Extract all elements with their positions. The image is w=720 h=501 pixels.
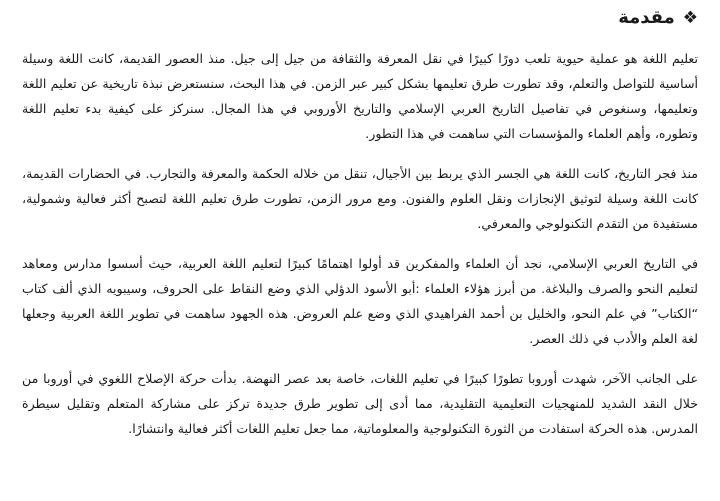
section-title: مقدمة — [618, 7, 675, 28]
four-diamond-ornament-icon: ❖ — [682, 8, 698, 28]
paragraph-european: على الجانب الآخر، شهدت أوروبا تطورًا كبيرًا في تعليم اللغات، خاصة بعد عصر النهضة. بدأت حركة الإصلاح اللغوي في أوروبا من خلال النقد الشديد للمنهجيات التعليمية التقليدية، مما أدى إلى تطوير طرق جديدة تركز على مشاركة المتعلم وتقليل سيطرة المدرس. هذه الحركة استفادت من الثورة التكنولوجية والمعلوماتية، مما جعل تعليم اللغات أكثر فعالية وانتشارًا. — [22, 371, 698, 436]
section-heading — [22, 4, 698, 32]
paragraph-arab-islamic: في التاريخ العربي الإسلامي، نجد أن العلماء والمفكرين قد أولوا اهتمامًا كبيرًا لتعليم اللغة العربية، حيث أسسوا مدارس ومعاهد لتعليم النحو والصرف والبلاغة. من أبرز هؤلاء العلماء :أبو الأسود الدؤلي الذي وضع النقاط على الحروف، وسيبويه الذي ألف كتاب “الكتاب” في علم النحو، والخليل بن أحمد الفراهيدي الذي وضع علم العروض. هذه الجهود ساهمت في تطوير اللغة العربية وجعلها لغة العلم والأدب في ذلك العصر. — [22, 256, 698, 346]
paragraph-history: منذ فجر التاريخ، كانت اللغة هي الجسر الذي يربط بين الأجيال، تنقل من خلاله الحكمة والمعرفة والتجارب. في الحضارات القديمة، كانت اللغة وسيلة لتوثيق الإنجازات ونقل العلوم والفنون. ومع مرور الزمن، تطورت طرق تعليم اللغة لتصبح أكثر فعالية وشمولية، مستفيدة من التقدم التكنولوجي والمعرفي. — [22, 166, 698, 231]
paragraph-intro: تعليم اللغة هو عملية حيوية تلعب دورًا كبيرًا في نقل المعرفة والثقافة من جيل إلى جيل. منذ العصور القديمة، كانت اللغة وسيلة أساسية للتواصل والتعلم، وقد تطورت طرق تعليمها بشكل كبير عبر الزمن. في هذا البحث، سنستعرض نبذة تاريخية عن تعليم اللغة وتعليمها، وسنغوص في تفاصيل التاريخ العربي الإسلامي والتاريخ الأوروبي في هذا المجال. سنركز على كيفية بدء تعليم اللغة وتطوره، وأهم العلماء والمؤسسات التي ساهمت في هذا التطور. — [22, 51, 698, 141]
